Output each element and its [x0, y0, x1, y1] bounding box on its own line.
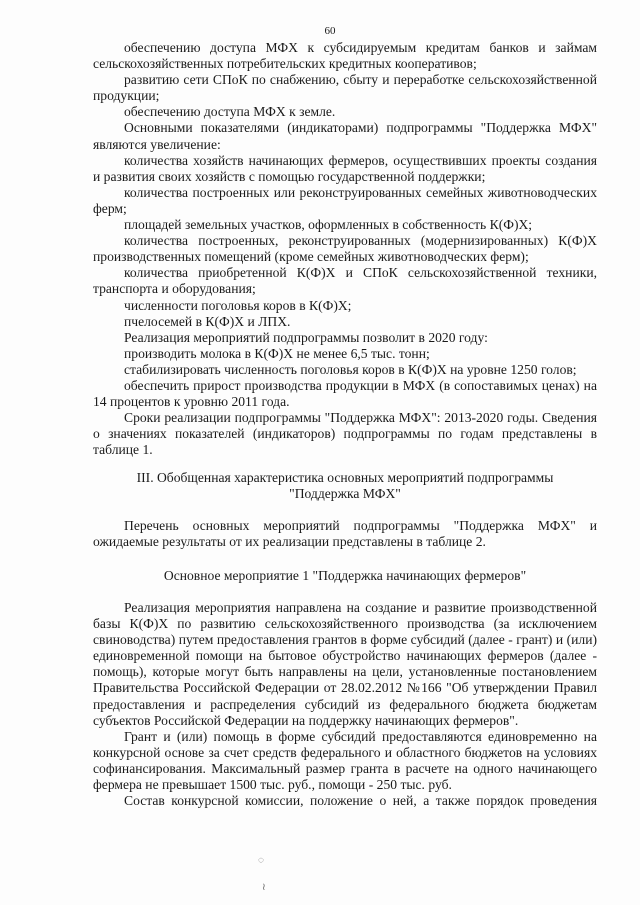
paragraph: производить молока в К(Ф)Х не менее 6,5 тыс. тонн; [124, 345, 430, 361]
paragraph: количества построенных, реконструированных (модернизированных) К(Ф)Х производственных помещений (кроме семейных животноводческих ферм); [93, 233, 597, 265]
paragraph: количества хозяйств начинающих фермеров, осуществивших проекты создания и развития своих хозяйств с помощью государственной поддержки; [93, 152, 597, 184]
paragraph: обеспечить прирост производства продукции в МФХ (в сопоставимых ценах) на 14 процентов к уровню 2011 года. [93, 377, 597, 410]
scan-mark: ◌ [258, 855, 264, 866]
subheading: Основное мероприятие 1 "Поддержка начинающих фермеров" [163, 568, 527, 583]
paragraph: Грант и (или) помощь в форме субсидий предоставляются единовременно на конкурсной основе за счет средств федерального и областного бюджетов на условиях софинансирования. Максимальный размер гранта в расчете на одного начинающего фермера не превышает 1500 тыс. руб., помощи - 250 тыс. руб. [93, 728, 597, 793]
scan-mark: ≀ [262, 882, 266, 893]
section-heading-line1: III. Обобщенная характеристика основных мероприятий подпрограммы [136, 470, 554, 485]
paragraph: обеспечению доступа МФХ к земле. [124, 104, 336, 120]
paragraph: количества построенных или реконструированных семейных животноводческих ферм; [93, 184, 597, 216]
paragraph: пчелосемей в К(Ф)Х и ЛПХ. [124, 313, 291, 329]
intro-block [93, 518, 597, 550]
page-number: 60 [324, 25, 336, 37]
paragraph: Реализация мероприятий подпрограммы позволит в 2020 году: [124, 329, 488, 345]
paragraph: площадей земельных участков, оформленных в собственность К(Ф)Х; [124, 217, 533, 233]
paragraph: Состав конкурсной комиссии, положение о ней, а также порядок проведения [124, 793, 597, 809]
paragraph: количества приобретенной К(Ф)Х и СПоК сельскохозяйственной техники, транспорта и оборудования; [93, 265, 597, 297]
paragraph: Сроки реализации подпрограммы "Поддержка МФХ": 2013-2020 годы. Сведения о значениях показателей (индикаторов) подпрограммы по годам представлены в таблице 1. [93, 410, 597, 458]
paragraph: обеспечению доступа МФХ к субсидируемым кредитам банков и займам сельскохозяйственных потребительских кредитных кооперативов; [93, 40, 597, 72]
paragraph-group-indicators [93, 40, 597, 458]
paragraph: численности поголовья коров в К(Ф)Х; [124, 297, 352, 313]
section-heading-line2: "Поддержка МФХ" [289, 486, 401, 501]
paragraph-group-measure [93, 600, 597, 809]
paragraph: Основными показателями (индикаторами) подпрограммы "Поддержка МФХ" являются увеличение: [93, 120, 597, 152]
paragraph: развитию сети СПоК по снабжению, сбыту и переработке сельскохозяйственной продукции; [93, 72, 597, 104]
paragraph: Реализация мероприятия направлена на создание и развитие производственной базы К(Ф)Х по развитию сельскохозяйственного производства (за исключением свиноводства) путем предоставления грантов в форме субсидий (далее - грант) и (или) единовременной помощи на бытовое обустройство начинающих фермеров (далее - помощь), которые могут быть направлены на цели, установленные постановлением Правительства Российской Федерации от 28.02.2012 №166 "Об утверждении Правил предоставления и распределения субсидий из федерального бюджета бюджетам субъектов Российской Федерации на поддержку начинающих фермеров". [93, 600, 597, 728]
intro-paragraph: Перечень основных мероприятий подпрограммы "Поддержка МФХ" и ожидаемые результаты от их реализации представлены в таблице 2. [93, 518, 597, 550]
paragraph: стабилизировать численность поголовья коров в К(Ф)Х на уровне 1250 голов; [124, 361, 577, 377]
